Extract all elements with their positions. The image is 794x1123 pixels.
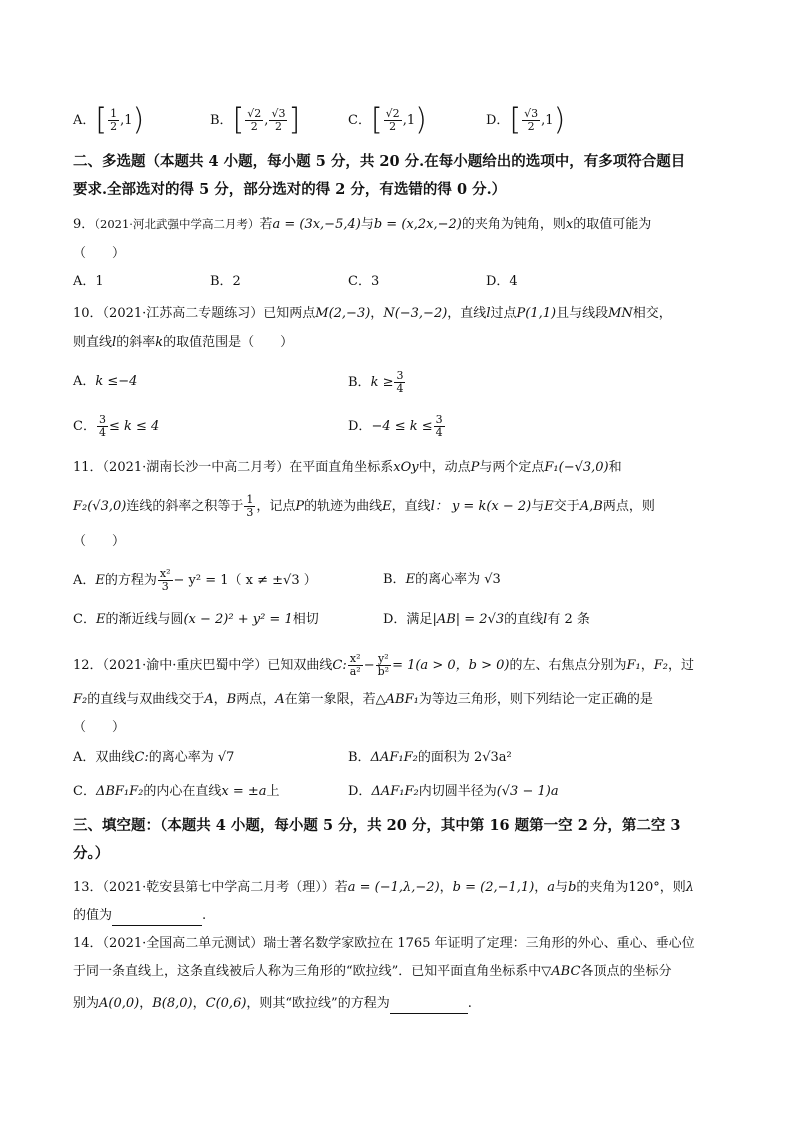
q12-answer-paren: （ ） [73,720,126,735]
fraction [158,568,173,593]
numerator: x² [348,653,363,666]
section2-heading-line2: 要求.全部选对的得 5 分，部分选对的得 2 分，有选错的得 0 分.） [73,181,507,198]
vector-b: b = (2,−1,1) [452,880,535,895]
q13-text: 13．（2021·乾安县第七中学高二月考（理））若 [73,880,348,895]
q10-text: 10．（2021·江苏高二专题练习）已知两点 [73,306,316,321]
q10-text: 的取值范围是（ ） [163,335,294,350]
q10-option-c [73,414,159,439]
bracket-right: ] [288,102,301,138]
q11-option-b [383,570,501,590]
bracket-left: [ [509,102,522,138]
variable-x: x [565,217,574,232]
denominator: 2 [110,120,118,133]
line-l-equation: l： y = k(x − 2) [430,499,532,514]
numerator: √3 [524,107,539,120]
bracket-left: [ [95,102,108,138]
triangle-af1f2: ΔAF₁F₂ [370,750,418,765]
triangle-bf1f2: ΔBF₁F₂ [95,784,144,799]
denominator: 4 [435,426,443,439]
q14-stem-line2 [73,962,671,982]
numerator: √2 [247,107,262,120]
q9-option-d: D．4 [486,274,518,289]
fraction [384,108,402,133]
q11-option-d [383,610,590,630]
option-letter: A． [73,573,96,588]
answer-blank[interactable] [390,999,468,1014]
option-text: 内切圆半径为 [418,784,497,799]
q12-stem-line2: F₂的直线与双曲线交于A，B两点，A在第一象限，若△ABF₁为等边三角形，则下列结论一定正确的是 [73,692,653,707]
q10-stem-line2 [73,333,293,353]
denominator: 3 [246,506,254,519]
circle-equation: (x − 2)² + y² = 1 [183,612,293,627]
option-letter: B． [383,572,406,587]
q11-text: 中，动点 [418,460,471,475]
vector-b: b = (x,2x,−2) [373,217,462,232]
segment-mn: MN [608,306,633,321]
fraction [394,370,405,395]
q9-option-c: C．3 [348,274,380,289]
numerator: 3 [396,369,404,382]
interval-tail: ,1 [402,113,416,128]
point-a: A [204,692,214,707]
q11-text: 和 [608,460,622,475]
point-a: A [275,692,285,707]
q12-stem-line1: 12．（2021·渝中·重庆巴蜀中学）已知双曲线C: $\frac{\text{x²}}{\text{a²}}$ − $\frac{\text{y²}}{\text{b²}}$ = 1(a > 0，b > 0)的左、右焦点分别为F₁，F₂，过 [73,652,694,678]
q12-option-d [348,782,559,802]
q14-text: ，则其“欧拉线”的方程为 [246,996,390,1011]
fraction [244,494,255,519]
lambda-symbol: λ [685,880,694,895]
q14-stem-line3: 别为A(0,0)，B(8,0)，C(0,6)，则其“欧拉线”的方程为 . [73,994,472,1014]
fraction [522,108,540,133]
hyperbola-c: C: [332,658,347,673]
q12-text: 12．（2021·渝中·重庆巴蜀中学）已知双曲线 [73,658,333,673]
point-a: A(0,0) [99,996,140,1011]
angle-value: 120° [628,880,660,895]
q8-option-a [73,102,145,138]
numerator: 3 [435,413,443,426]
option-expr: −4 ≤ k ≤ [371,419,433,434]
q10-option-b [348,370,406,395]
q11-option-a [73,568,317,593]
q12-text: 的左、右焦点分别为 [509,658,627,673]
denominator: 2 [527,120,535,133]
q10-text: 且与线段 [556,306,609,321]
vector-a-symbol: a [547,880,556,895]
option-letter: C． [73,419,96,434]
option-text: 有 2 条 [547,612,590,627]
option-letter: D．满足 [383,612,433,627]
radius-value: (√3 − 1)a [496,784,559,799]
q10-text: ，直线 [447,306,487,321]
q12-option-a [73,748,234,768]
q10-text: 的斜率 [116,335,156,350]
numerator: 3 [98,413,106,426]
line-l: l [486,306,491,321]
interval-tail: ,1 [120,113,133,128]
q12-text: 的直线与双曲线交于 [87,692,205,707]
q13-text: ， [439,880,453,895]
point-b: B [226,692,237,707]
q10-text: 过点 [490,306,517,321]
numerator: y² [376,653,391,666]
fraction [376,653,391,678]
q13-stem-line2 [73,906,206,926]
q11-text: ，记点 [256,499,296,514]
numerator: 1 [246,493,254,506]
vector-a: a = (−1,λ,−2) [347,880,440,895]
denominator: b² [377,665,390,678]
option-letter: B． [348,750,371,765]
fraction [108,108,119,133]
q10-option-a [73,372,137,392]
q13-text: ，则 [659,880,686,895]
hyperbola-c: C: [134,750,149,765]
q11-text: 与 [531,499,545,514]
q9-text: 的夹角为钝角，则 [461,217,566,232]
option-letter: D． [348,419,372,434]
fraction [434,414,445,439]
line-equation: x = ±a [221,784,267,799]
q12-condition: = 1(a > 0，b > 0) [392,658,510,673]
option-text: − y² = 1（ x ≠ ±√3 ） [173,573,317,588]
point-b: B(8,0) [152,996,193,1011]
denominator: 3 [161,580,169,593]
fraction [348,653,363,678]
q9-option-b: B．2 [210,274,241,289]
numerator: √3 [271,107,286,120]
q11-text: 两点，则 [602,499,655,514]
q10-option-d [348,414,446,439]
option-letter: D． [486,113,510,128]
triangle-af1f2: ΔAF₁F₂ [371,784,419,799]
bracket-right: ) [415,102,427,138]
point-m: M(2,−3) [315,306,371,321]
minus-sign: − [363,658,375,673]
q14-text: 别为 [73,996,100,1011]
option-text: 相切 [292,612,319,627]
focus-f1: F₁ [626,658,641,673]
option-letter: B． [210,113,233,128]
q10-text: 则直线 [73,335,113,350]
q11-option-c [73,610,319,630]
question-source: （2021·河北武强中学高二月考） [94,217,260,231]
denominator: 4 [396,382,404,395]
q12-option-c [73,782,280,802]
section3-heading-line2: 分。） [73,845,110,862]
bracket-right: ) [132,102,145,138]
curve-e: E [95,573,105,588]
option-expr: k ≥ [370,375,394,390]
q13-text: 的夹角为 [576,880,629,895]
option-expr: ≤ k ≤ 4 [108,419,160,434]
q8-option-d [486,102,566,138]
fraction [97,414,108,439]
denominator: 2 [389,120,397,133]
q12-text: 两点， [236,692,276,707]
q9-stem [73,214,651,235]
question-number: 9． [73,217,95,232]
option-expr: k ≤−4 [95,374,138,389]
q13-text: ， [534,880,548,895]
focus-f1: F₁(−√3,0) [544,460,609,475]
option-letter: A． [73,113,96,128]
option-letter: A． [73,374,96,389]
section2-heading-line1: 二、多选题（本题共 4 小题，每小题 5 分，共 20 分.在每小题给出的选项中，有多项符合题目 [73,153,686,170]
curve-e: E [382,499,392,514]
fraction [269,108,287,133]
curve-e: E [405,572,416,587]
q13-text: 的值为 [73,908,113,923]
denominator: 2 [250,120,258,133]
q14-stem-line1: 14．（2021·全国高二单元测试）瑞士著名数学家欧拉在 1765 年证明了定理：三角形的外心、重心、垂心位 [73,936,695,951]
slope-k: k [155,335,164,350]
option-text: 的离心率为 √3 [415,572,501,587]
points-ab: A,B [579,499,603,514]
q9-text: 与 [360,217,374,232]
q8-option-c [348,102,427,138]
numerator: 1 [110,107,118,120]
q9-text: 若 [259,217,273,232]
q11-text: 连线的斜率之积等于 [126,499,244,514]
q11-text: 交于 [553,499,580,514]
option-letter: C． [73,612,96,627]
option-text: 的渐近线与圆 [105,612,184,627]
option-text: 的方程为 [104,573,157,588]
line-l: l [112,335,117,350]
line-l: l [543,612,548,627]
vector-a: a = (3x,−5,4) [272,217,361,232]
q9-option-a: A．1 [73,274,104,289]
q11-stem-line2 [73,494,655,519]
q11-answer-paren: （ ） [73,534,126,549]
q13-text: 与 [555,880,569,895]
q14-text: 于同一条直线上，这条直线被后人称为三角形的“欧拉线”．已知平面直角坐标系中 [73,964,542,979]
chord-length: |AB| = 2√3 [432,612,505,627]
vector-b-symbol: b [568,880,577,895]
option-letter: C． [348,113,371,128]
option-text: 上 [266,784,280,799]
bracket-left: [ [232,102,245,138]
q14-text: . [467,996,472,1011]
focus-f2: F₂ [73,692,88,707]
section3-heading-line1: 三、填空题：（本题共 4 小题，每小题 5 分，共 20 分，其中第 16 题第一空 2 分，第二空 3 [73,817,681,834]
answer-blank[interactable] [112,911,202,926]
q11-stem-line1 [73,458,622,478]
option-text: 的离心率为 √7 [148,750,235,765]
denominator: 4 [98,426,106,439]
q10-text: 相交， [632,306,672,321]
denominator: 2 [274,120,282,133]
numerator: √2 [385,107,400,120]
q13-stem-line1 [73,878,694,898]
bracket-right: ) [553,102,566,138]
interval-tail: ,1 [541,113,554,128]
option-letter: D． [348,784,372,799]
option-letter: C． [73,784,96,799]
denominator: a² [349,665,361,678]
triangle-abc: ▽ABC [541,964,581,979]
point-n: N(−3,−2) [383,306,448,321]
focus-f2: F₂(√3,0) [73,499,127,514]
triangle-abf1: ABF₁ [385,692,419,707]
option-text: 的直线 [504,612,544,627]
option-letter: B． [348,375,371,390]
point-p: P [295,499,305,514]
q9-text: 的取值可能为 [573,217,652,232]
q10-stem-line1: 10．（2021·江苏高二专题练习）已知两点M(2,−3)，N(−3,−2)，直线l过点P(1,1)且与线段MN相交， [73,306,672,321]
q12-text: 为等边三角形，则下列结论一定正确的是 [418,692,653,707]
option-text: 的内心在直线 [143,784,222,799]
q14-text: 各顶点的坐标分 [580,964,672,979]
curve-e: E [544,499,554,514]
q11-text: 11．（2021·湖南长沙一中高二月考）在平面直角坐标系 [73,460,394,475]
fraction [245,108,263,133]
numerator: x² [159,567,171,580]
point-p: P(1,1) [516,306,557,321]
q11-text: ，直线 [391,499,431,514]
bracket-left: [ [370,102,383,138]
point-p: P [470,460,480,475]
q11-text: 的轨迹为曲线 [304,499,383,514]
q9-answer-paren: （ ） [73,246,126,261]
q13-text: . [202,908,207,923]
curve-e: E [95,612,106,627]
focus-f2: F₂ [653,658,668,673]
q11-text: 与两个定点 [479,460,545,475]
q12-text: 在第一象限，若△ [284,692,386,707]
q8-option-b: B．[ $\frac{√2}{2}$ , $\frac{√3}{2}$ ] [210,102,301,138]
option-text: 的面积为 2√3a² [417,750,512,765]
option-text: A．双曲线 [73,750,135,765]
q12-option-b [348,748,512,768]
point-c: C(0,6) [205,996,247,1011]
coord-system: xOy [393,460,419,475]
q12-text: ，过 [667,658,694,673]
